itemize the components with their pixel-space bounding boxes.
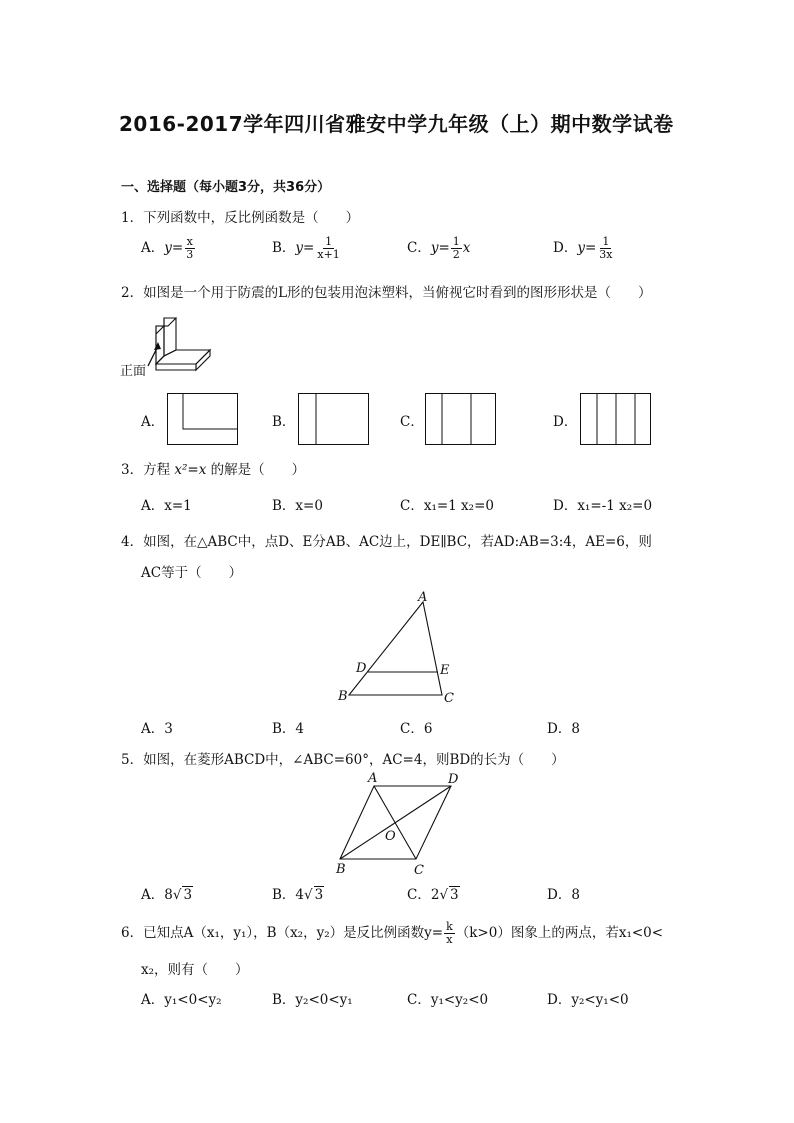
question-4-stem-line1: 4．如图，在△ABC中，点D、E分AB、AC边上，DE∥BC，若AD:AB=3:4，AE=6，则 xyxy=(121,534,652,550)
question-5-option-c[interactable] xyxy=(407,883,460,903)
question-4-option-a[interactable]: A．3 xyxy=(141,721,173,737)
question-2-option-b-label[interactable]: B． xyxy=(272,414,296,430)
option-a-top-view xyxy=(167,393,239,446)
fraction xyxy=(184,236,195,260)
denominator: 2 xyxy=(452,248,460,261)
triangle-figure xyxy=(336,588,466,706)
numerator: 1 xyxy=(602,235,610,249)
rhombus-figure xyxy=(332,770,472,878)
vertex-a: A xyxy=(418,590,428,605)
question-1-stem: 1．下列函数中，反比例函数是（ ） xyxy=(121,210,360,226)
point-d: D xyxy=(356,661,367,676)
stem-text: 6．已知点A（x₁，y₁），B（x₂，y₂）是反比例函数y= xyxy=(121,925,444,941)
vertex-b: B xyxy=(338,689,348,704)
stem-text: 的解是（ ） xyxy=(206,462,306,478)
radicand: 3 xyxy=(450,887,459,903)
option-expr-tail: x xyxy=(462,240,471,256)
question-6-stem-line1 xyxy=(121,921,663,946)
option-label: B． xyxy=(272,887,296,903)
question-2-option-d-label[interactable]: D． xyxy=(553,414,578,430)
question-5-option-b[interactable] xyxy=(272,883,324,903)
question-5-option-a[interactable] xyxy=(141,883,193,903)
question-5-stem: 5．如图，在菱形ABCD中，∠ABC=60°，AC=4，则BD的长为（ ） xyxy=(121,752,565,768)
fraction xyxy=(315,236,341,260)
option-d-top-view xyxy=(580,393,652,446)
fraction xyxy=(444,921,455,945)
option-expr: y= xyxy=(577,240,597,256)
option-label: C． xyxy=(407,240,431,256)
question-2-option-a-label[interactable]: A． xyxy=(141,414,165,430)
question-3-option-b[interactable]: B．x=0 xyxy=(272,498,323,514)
question-1-option-a[interactable] xyxy=(141,236,196,261)
numerator: x xyxy=(186,235,193,249)
option-expr: y= xyxy=(164,240,184,256)
question-5-option-d[interactable]: D．8 xyxy=(547,887,580,903)
option-label: D． xyxy=(553,240,578,256)
section-header: 一、选择题（每小题3分，共36分） xyxy=(121,180,331,195)
page-title: 2016-2017学年四川省雅安中学九年级（上）期中数学试卷 xyxy=(119,112,674,136)
question-2-option-c-label[interactable]: C． xyxy=(400,414,424,430)
question-3-option-c[interactable]: C．x₁=1 x₂=0 xyxy=(400,498,494,514)
question-4-option-c[interactable]: C．6 xyxy=(400,721,433,737)
stem-text: （k>0）图象上的两点，若x₁<0< xyxy=(455,925,664,941)
vertex-c: C xyxy=(414,863,424,878)
equation: x²=x xyxy=(174,462,207,478)
question-2-stem: 2．如图是一个用于防震的L形的包装用泡沫塑料，当俯视它时看到的图形形状是（ ） xyxy=(121,285,652,301)
option-c-top-view xyxy=(425,393,497,446)
question-1-option-b[interactable] xyxy=(272,236,343,261)
fraction xyxy=(451,236,462,260)
option-label: A． xyxy=(141,240,165,256)
question-1-option-d[interactable] xyxy=(553,236,615,261)
vertex-c: C xyxy=(444,691,454,706)
center-o: O xyxy=(385,829,396,844)
coefficient: 2 xyxy=(430,887,440,903)
vertex-a: A xyxy=(368,771,378,786)
numerator: k xyxy=(446,920,453,934)
question-3-stem xyxy=(121,458,305,478)
front-label: 正面 xyxy=(120,364,147,379)
point-e: E xyxy=(440,663,450,678)
radicand: 3 xyxy=(314,887,324,903)
question-6-option-c[interactable]: C．y₁<y₂<0 xyxy=(407,992,489,1008)
question-3-option-a[interactable]: A．x=1 xyxy=(141,498,192,514)
option-label: B． xyxy=(272,240,296,256)
option-expr: y= xyxy=(295,240,315,256)
question-4-option-d[interactable]: D．8 xyxy=(547,721,580,737)
fraction xyxy=(597,236,614,260)
numerator: 1 xyxy=(452,235,460,249)
denominator: 3x xyxy=(599,248,613,261)
denominator: 3 xyxy=(186,248,194,261)
sqrt: √ 3 xyxy=(439,887,459,903)
question-6-option-b[interactable]: B．y₂<0<y₁ xyxy=(272,992,353,1008)
sqrt: √ 3 xyxy=(304,887,324,903)
question-6-option-d[interactable]: D．y₂<y₁<0 xyxy=(547,992,629,1008)
vertex-d: D xyxy=(448,772,459,787)
denominator: x xyxy=(446,933,453,946)
option-label: C． xyxy=(407,887,431,903)
option-b-top-view xyxy=(298,393,370,446)
question-4-stem-line2: AC等于（ ） xyxy=(141,565,243,581)
question-6-option-a[interactable]: A．y₁<0<y₂ xyxy=(141,992,222,1008)
denominator: x+1 xyxy=(317,248,340,261)
stem-text: 3．方程 xyxy=(121,462,175,478)
sqrt: √ 3 xyxy=(172,887,193,903)
l-shape-foam-figure xyxy=(120,312,220,378)
vertex-b: B xyxy=(336,862,346,877)
option-expr: y= xyxy=(430,240,450,256)
question-4-option-b[interactable]: B．4 xyxy=(272,721,305,737)
numerator: 1 xyxy=(325,235,333,249)
coefficient: 8 xyxy=(164,887,173,903)
question-6-stem-line2: x₂，则有（ ） xyxy=(141,962,249,978)
option-label: A． xyxy=(141,887,165,903)
radicand: 3 xyxy=(183,887,193,903)
question-3-option-d[interactable]: D．x₁=-1 x₂=0 xyxy=(553,498,653,514)
question-1-option-c[interactable] xyxy=(407,236,470,261)
coefficient: 4 xyxy=(295,887,305,903)
